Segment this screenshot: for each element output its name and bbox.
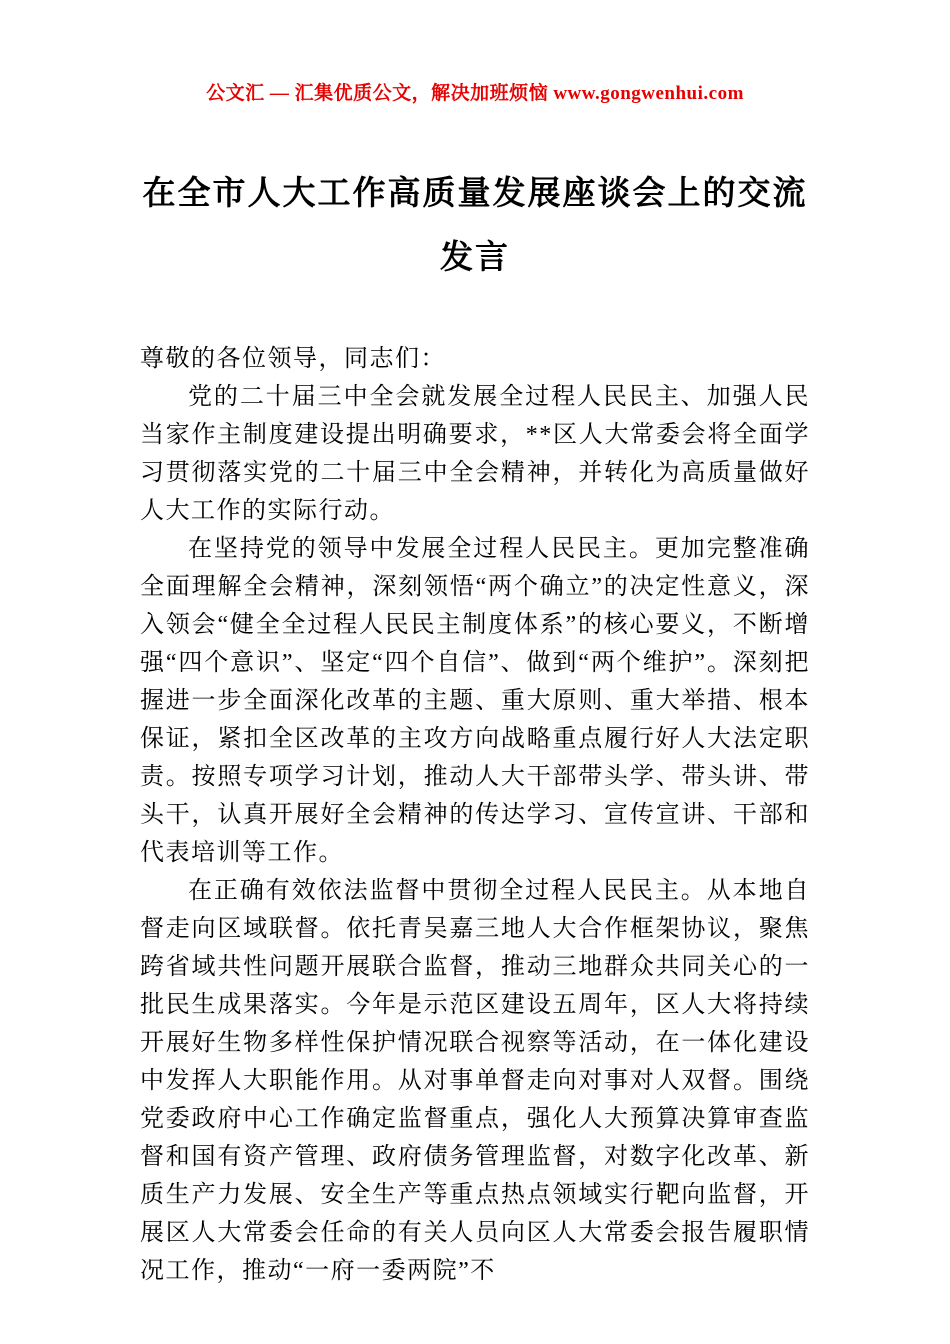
page-title: 在全市人大工作高质量发展座谈会上的交流发言 [142,176,808,276]
paragraph-intro: 党的二十届三中全会就发展全过程人民民主、加强人民当家作主制度建设提出明确要求，**区人大常委会将全面学习贯彻落实党的二十届三中全会精神，并转化为高质量做好人大工作的实际行动。 [140,384,810,524]
paragraph-section-2: 在正确有效依法监督中贯彻全过程人民民主。从本地自督走向区域联督。依托青吴嘉三地人大合作框架协议，聚焦跨省域共性问题开展联合监督，推动三地群众共同关心的一批民生成果落实。今年是示范区建设五周年，区人大将持续开展好生物多样性保护情况联合视察等活动，在一体化建设中发挥人大职能作用。从对事单督走向对事对人双督。围绕党委政府中心工作确定监督重点，强化人大预算决算审查监督和国有资产管理、政府债务管理监督，对数字化改革、新质生产力发展、安全生产等重点热点领域实行靶向监督，开展区人大常委会任命的有关人员向区人大常委会报告履职情况工作，推动“一府一委两院”不 [140,878,810,1284]
document-body [140,340,810,1290]
watermark-text: 公文汇 — 汇集优质公文，解决加班烦恼 www.gongwenhui.com [206,83,744,104]
paragraph-section-1: 在坚持党的领导中发展全过程人民民主。更加完整准确全面理解全会精神，深刻领悟“两个确立”的决定性意义，深入领会“健全全过程人民民主制度体系”的核心要义，不断增强“四个意识”、坚定“四个自信”、做到“两个维护”。深刻把握进一步全面深化改革的主题、重大原则、重大举措、根本保证，紧扣全区改革的主攻方向战略重点履行好人大法定职责。按照专项学习计划，推动人大干部带头学、带头讲、带头干，认真开展好全会精神的传达学习、宣传宣讲、干部和代表培训等工作。 [140,536,810,866]
salutation-line: 尊敬的各位领导，同志们： [140,346,446,372]
